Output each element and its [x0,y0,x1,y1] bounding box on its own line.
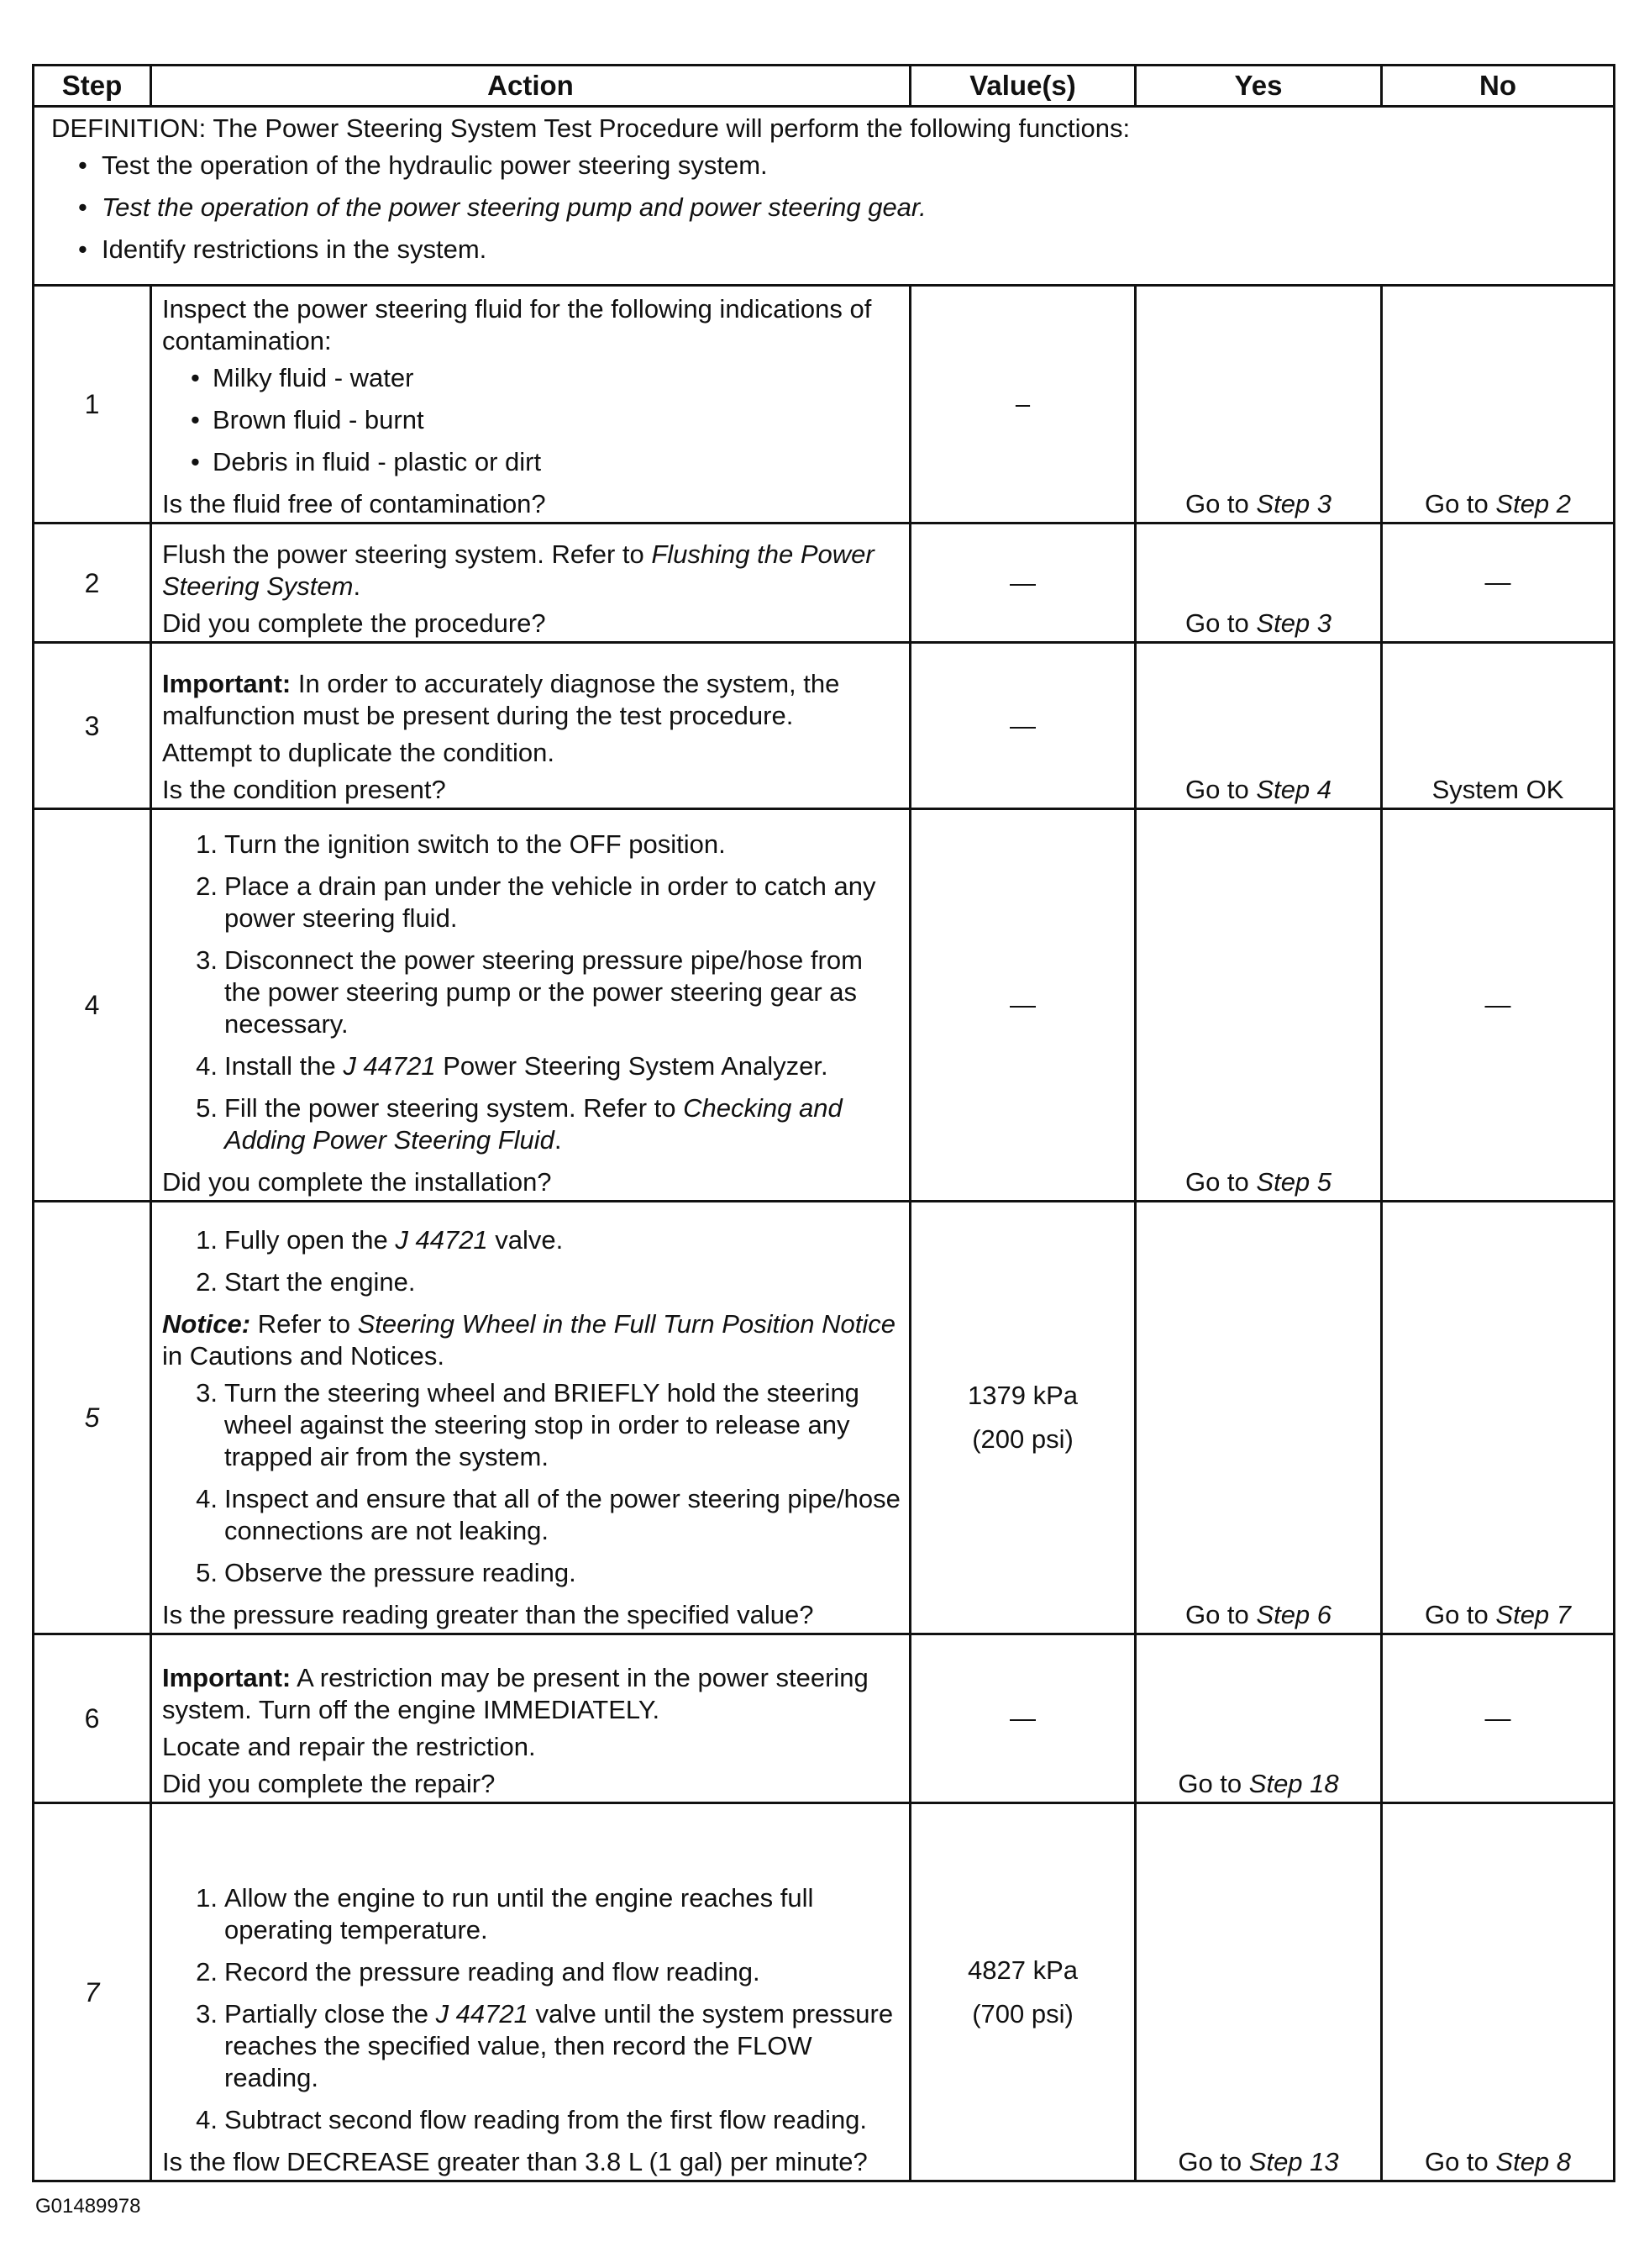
table-row-step-2 [34,524,1615,643]
yes-cell: Go to Step 6 [1136,1202,1382,1634]
numbered-list [162,1224,901,1298]
no-cell: — [1382,1634,1615,1803]
value-metric: 1379 kPa [968,1381,1078,1410]
step-number: 3 [34,643,151,809]
action-cell [151,1803,911,2181]
important-note: Important: A restriction may be present in the power steering system. Turn off the engine IMMEDIATELY. [162,1663,869,1724]
step-number: 7 [34,1803,151,2181]
action-question: Is the condition present? [162,775,446,804]
action-question: Is the pressure reading greater than the specified value? [162,1600,814,1629]
list-item: 1. Fully open the J 44721 valve. [196,1225,564,1255]
yes-cell: Go to Step 5 [1136,809,1382,1202]
list-item: 3. Turn the steering wheel and BRIEFLY hold the steering wheel against the steering stop in order to release any trapped air from the system. [196,1378,859,1471]
value-metric: 4827 kPa [968,1955,1078,1985]
list-item: • Brown fluid - burnt [186,404,901,436]
value-imperial: (200 psi) [972,1424,1074,1454]
value-cell: — [911,524,1136,643]
numbered-list [162,1882,901,2136]
header-values: Value(s) [911,66,1136,107]
step-number: 5 [34,1202,151,1634]
table-row-step-1 [34,286,1615,524]
numbered-list-continued [162,1377,901,1589]
list-item: 1. Allow the engine to run until the engine reaches full operating temperature. [196,1883,814,1944]
list-item: 2. Record the pressure reading and flow reading. [196,1957,760,1986]
header-yes: Yes [1136,66,1382,107]
action-question: Did you complete the repair? [162,1769,496,1798]
definition-item: • Identify restrictions in the system. [75,234,1605,266]
no-cell: Go to Step 8 [1382,1803,1615,2181]
action-question: Is the fluid free of contamination? [162,489,546,518]
important-note: Important: In order to accurately diagnose the system, the malfunction must be present during the test procedure. [162,669,840,730]
step-number: 4 [34,809,151,1202]
value-cell [911,1202,1136,1634]
list-item: 3. Disconnect the power steering pressure pipe/hose from the power steering pump or the power steering gear as necessary. [196,945,863,1039]
value-imperial: (700 psi) [972,1998,1074,2029]
procedure-document [32,64,1613,2182]
step-number: 2 [34,524,151,643]
step-number: 6 [34,1634,151,1803]
notice-note: Notice: Refer to Steering Wheel in the Full Turn Position Notice in Cautions and Notices. [162,1309,896,1371]
definition-item: • Test the operation of the hydraulic power steering system. [75,150,1605,182]
action-question: Is the flow DECREASE greater than 3.8 L (1 gal) per minute? [162,2147,868,2176]
table-row-step-6 [34,1634,1615,1803]
table-row-step-7 [34,1803,1615,2181]
table-row-step-3 [34,643,1615,809]
value-cell: — [911,1634,1136,1803]
no-cell: Go to Step 7 [1382,1202,1615,1634]
action-text: Locate and repair the restriction. [162,1732,536,1761]
list-item: 3. Partially close the J 44721 valve until the system pressure reaches the specified value, then record the FLOW reading. [196,1999,894,2092]
action-cell [151,286,911,524]
header-action: Action [151,66,911,107]
yes-cell: Go to Step 18 [1136,1634,1382,1803]
list-item: 5. Fill the power steering system. Refer to Checking and Adding Power Steering Fluid. [196,1093,843,1155]
action-cell [151,1202,911,1634]
yes-cell: Go to Step 13 [1136,1803,1382,2181]
list-item: 1. Turn the ignition switch to the OFF position. [196,829,726,859]
yes-cell: Go to Step 3 [1136,286,1382,524]
table-header-row [34,66,1615,107]
definition-cell [34,107,1615,286]
table-row-step-4 [34,809,1615,1202]
list-item: 2. Place a drain pan under the vehicle in order to catch any power steering fluid. [196,871,876,933]
value-cell: – [911,286,1136,524]
action-cell [151,1634,911,1803]
action-cell [151,643,911,809]
definition-list [51,150,1605,266]
no-cell: Go to Step 2 [1382,286,1615,524]
no-cell: System OK [1382,643,1615,809]
value-cell: — [911,809,1136,1202]
no-cell: — [1382,809,1615,1202]
diagnostic-table [32,64,1615,2182]
value-cell: — [911,643,1136,809]
definition-item: • Test the operation of the power steering pump and power steering gear. [75,192,1605,224]
action-question: Did you complete the procedure? [162,608,546,638]
action-text: Flush the power steering system. Refer to Flushing the Power Steering System. [162,539,875,601]
definition-text: DEFINITION: The Power Steering System Test Procedure will perform the following functions: [51,113,1131,143]
yes-cell: Go to Step 4 [1136,643,1382,809]
action-cell [151,809,911,1202]
table-row-step-5 [34,1202,1615,1634]
figure-id: G01489978 [35,2195,141,2218]
step-number: 1 [34,286,151,524]
contamination-list [162,362,901,478]
header-step: Step [34,66,151,107]
list-item: • Milky fluid - water [186,362,901,394]
action-cell [151,524,911,643]
definition-row [34,107,1615,286]
list-item: 4. Install the J 44721 Power Steering System Analyzer. [196,1051,828,1081]
list-item: • Debris in fluid - plastic or dirt [186,446,901,478]
action-question: Did you complete the installation? [162,1167,552,1197]
list-item: 4. Subtract second flow reading from the first flow reading. [196,2105,868,2134]
list-item: 2. Start the engine. [196,1267,416,1297]
header-no: No [1382,66,1615,107]
list-item: 4. Inspect and ensure that all of the power steering pipe/hose connections are not leaking. [196,1484,901,1545]
yes-cell: Go to Step 3 [1136,524,1382,643]
action-intro: Inspect the power steering fluid for the following indications of contamination: [162,294,872,355]
list-item: 5. Observe the pressure reading. [196,1558,576,1587]
value-cell [911,1803,1136,2181]
no-cell: — [1382,524,1615,643]
action-text: Attempt to duplicate the condition. [162,738,555,767]
numbered-list [162,829,901,1156]
